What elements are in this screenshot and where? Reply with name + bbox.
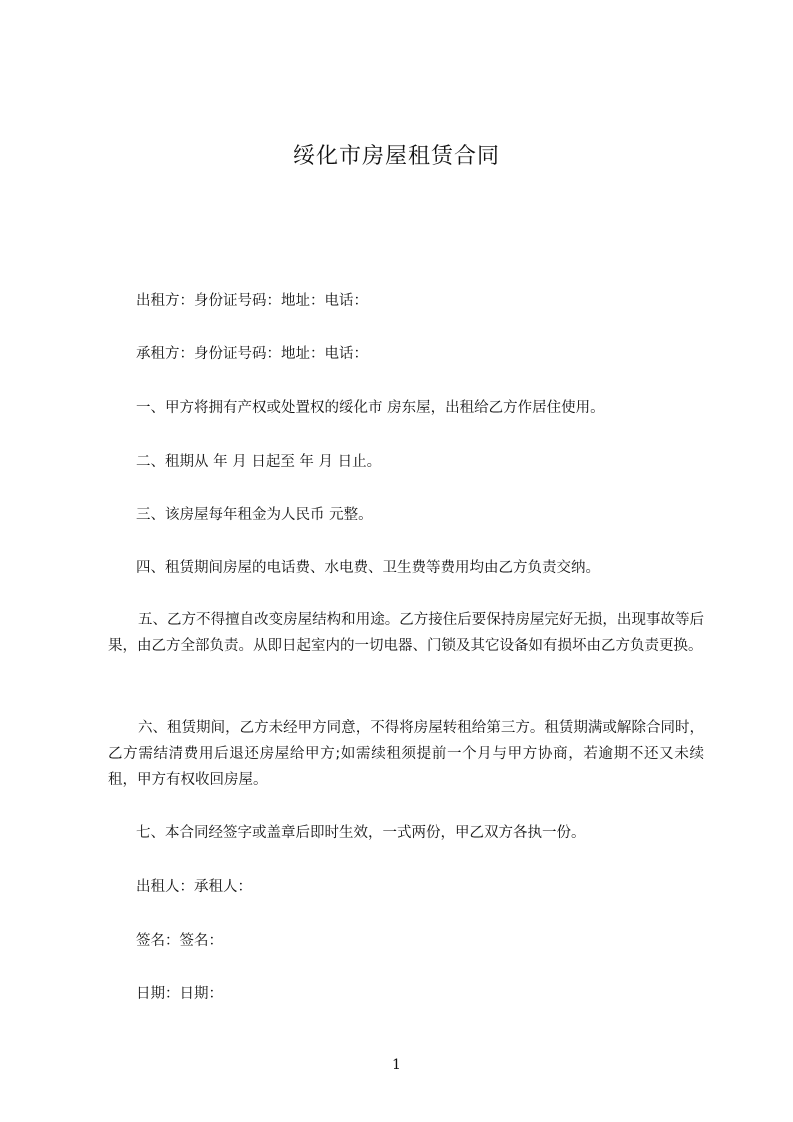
clause-3: 三、该房屋每年租金为人民币 元整。	[136, 507, 373, 523]
clause-5: 五、乙方不得擅自改变房屋结构和用途。乙方接住后要保持房屋完好无损，出现事故等后果，由乙方全部负责。从即日起室内的一切电器、门锁及其它设备如有损坏由乙方负责更换。	[108, 612, 704, 654]
contract-title: 绥化市房屋租赁合同	[292, 144, 500, 169]
signature-dates-line: 日期：日期：	[136, 986, 223, 1002]
signature-parties-line: 出租人：承租人：	[136, 879, 252, 895]
signature-names-line: 签名：签名：	[136, 933, 223, 949]
clause-1: 一、甲方将拥有产权或处置权的绥化市 房东屋，出租给乙方作居住使用。	[136, 400, 605, 416]
lessee-info-line: 承租方：身份证号码：地址：电话：	[136, 346, 368, 362]
clause-2: 二、租期从 年 月 日起至 年 月 日止。	[136, 454, 382, 470]
lessor-info-line: 出租方：身份证号码：地址：电话：	[136, 293, 368, 309]
clause-6: 六、租赁期间，乙方未经甲方同意，不得将房屋转租给第三方。租赁期满或解除合同时，乙方需结清费用后退还房屋给甲方;如需续租须提前一个月与甲方协商，若逾期不还又未续租，甲方有权收回房屋。	[108, 720, 704, 788]
page-number: 1	[392, 1057, 401, 1073]
clause-4: 四、租赁期间房屋的电话费、水电费、卫生费等费用均由乙方负责交纳。	[136, 560, 600, 576]
clause-7: 七、本合同经签字或盖章后即时生效，一式两份，甲乙双方各执一份。	[136, 825, 586, 841]
